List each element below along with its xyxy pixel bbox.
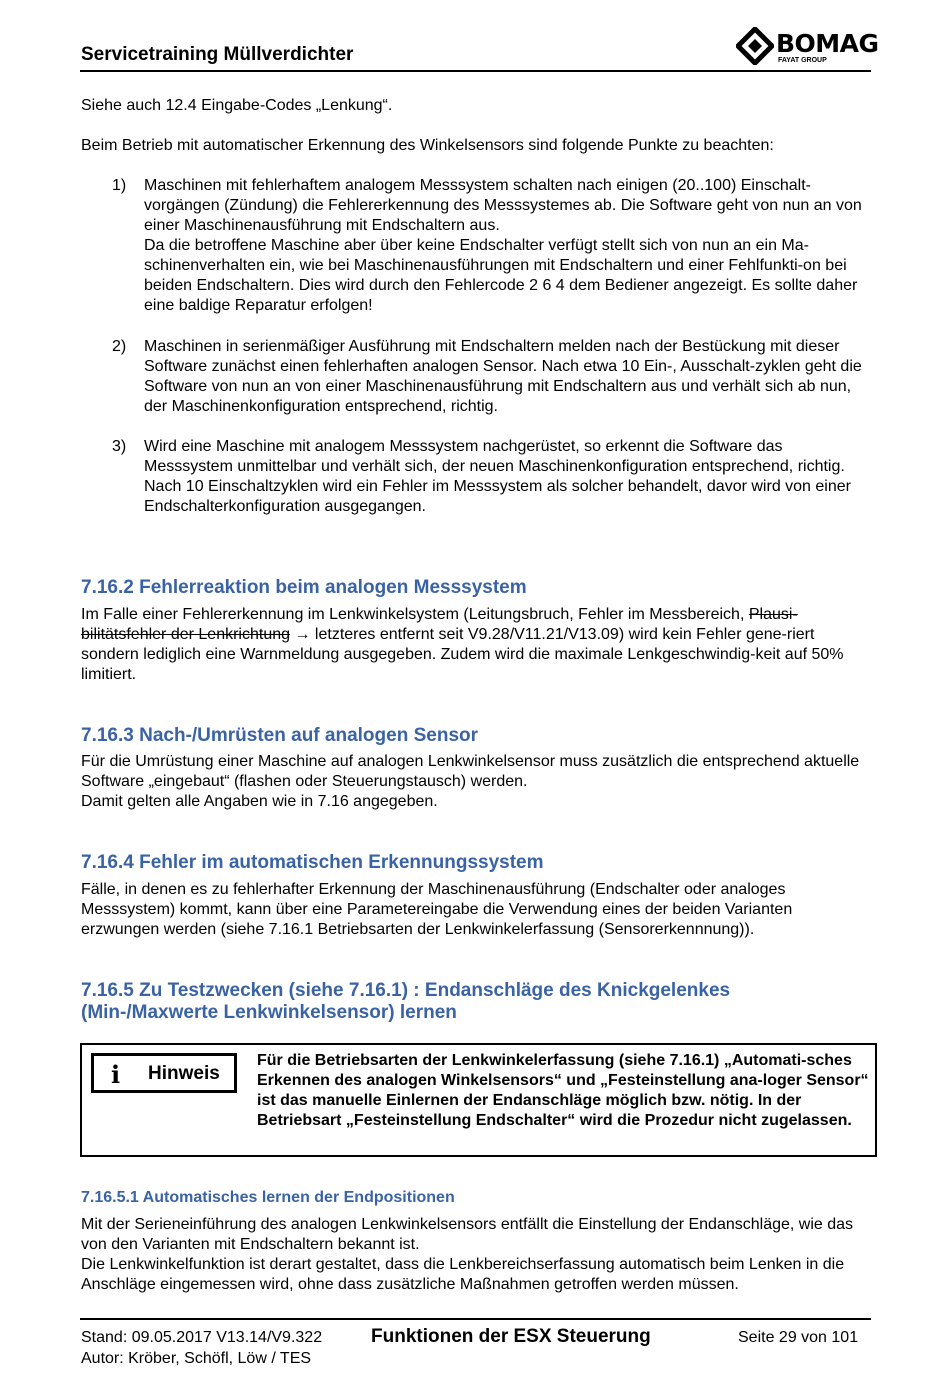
section-7-16-5-1-text-2: Die Lenkwinkelfunktion ist derart gestaltet, dass die Lenkbereichserfassung automatisch beim Lenken in die Anschläge eingemessen wird, ohne dass zusätzliche Maßnahmen getroffen werden müssen. <box>81 1256 845 1293</box>
list-item-number: 1) <box>112 177 127 194</box>
header-rule <box>80 70 871 72</box>
list-item-number: 2) <box>112 338 127 355</box>
text-span: Im Falle einer Fehlererkennung im Lenkwinkelsystem (Leitungsbruch, Fehler im Messbereich, <box>81 606 749 623</box>
logo-subtitle: FAYAT GROUP <box>778 57 827 64</box>
bomag-logo <box>734 27 879 69</box>
logo-wordmark: BOMAG <box>776 29 879 58</box>
list-item-text-continued: Da die betroffene Maschine aber über keine Endschalter verfügt stellt sich von nun an ein Ma-schinenverhalten ein, wie bei Maschinenausführungen mit Endschaltern und einer Fehlfunkti-on bei beiden Endschaltern. Dies wird durch den Fehlercode 2 6 4 dem Bediener angezeigt. Es sollte daher eine baldige Reparatur erfolgen! <box>144 237 858 314</box>
hinweis-label: Hinweis <box>148 1063 220 1084</box>
footer-author: Autor: Kröber, Schöfl, Löw / TES <box>81 1350 312 1367</box>
list-item <box>112 337 872 417</box>
list-item-text: Maschinen mit fehlerhaftem analogem Messsystem schalten nach einigen (20..100) Einschalt-vorgängen (Zündung) die Fehlererkennung des Messsystemes ab. Die Software geht von nun an von einer Maschinenausführung mit Endschaltern aus. <box>144 177 862 234</box>
section-7-16-3-text: Für die Umrüstung einer Maschine auf analogen Lenkwinkelsensor muss zusätzlich die entsprechend aktuelle Software „eingebaut“ (flashen oder Steuerungstausch) werden. <box>81 753 860 790</box>
document-header-title: Servicetraining Müllverdichter <box>81 44 354 65</box>
section-heading-7-16-2: 7.16.2 Fehlerreaktion beim analogen Messsystem <box>81 577 527 598</box>
footer-title: Funktionen der ESX Steuerung <box>371 1326 651 1347</box>
intro-lead-text: Beim Betrieb mit automatischer Erkennung des Winkelsensors sind folgende Punkte zu beachten: <box>81 137 774 154</box>
list-item <box>112 437 872 517</box>
info-icon: i <box>111 1060 121 1089</box>
text-span: letzteres entfernt seit V9.28/V11.21/V13.09) wird kein Fehler gene-riert sondern lediglich eine Warnmeldung ausgegeben. Zudem wird die maximale Lenkgeschwindig-keit auf 50% limitiert. <box>81 626 844 683</box>
section-7-16-3-text-2: Damit gelten alle Angaben wie in 7.16 angegeben. <box>81 793 438 810</box>
hinweis-note-box <box>80 1043 877 1157</box>
footer-page-number: Seite 29 von 101 <box>738 1329 859 1346</box>
struck-text: Plausi-bilitätsfehler der Lenkrichtung <box>81 606 798 643</box>
section-heading-7-16-3: 7.16.3 Nach-/Umrüsten auf analogen Sensor <box>81 725 479 746</box>
list-item-number: 3) <box>112 438 127 455</box>
hinweis-badge <box>91 1053 237 1093</box>
list-item-text: Wird eine Maschine mit analogem Messsystem nachgerüstet, so erkennt die Software das Messsystem unmittelbar und verhält sich, der neuen Maschinenkonfiguration entsprechend, richtig. Nach 10 Einschaltzyklen wird ein Fehler im Messsystem als solcher behandelt, davor wird von einer Endschalterkonfiguration ausgegangen. <box>144 438 851 515</box>
section-heading-7-16-4: 7.16.4 Fehler im automatischen Erkennungssystem <box>81 852 544 873</box>
footer-stand: Stand: 09.05.2017 V13.14/V9.322 <box>81 1329 323 1346</box>
section-7-16-2-text <box>81 605 871 685</box>
list-item <box>112 176 872 316</box>
section-7-16-5-1-text: Mit der Serieneinführung des analogen Lenkwinkelsensors entfällt die Einstellung der Endanschläge, wie das von den Varianten mit Endschaltern bekannt ist. <box>81 1216 854 1253</box>
footer-rule <box>80 1318 871 1320</box>
list-item-text: Maschinen in serienmäßiger Ausführung mit Endschaltern melden nach der Bestückung mit dieser Software zunächst einen fehlerhaften analogen Sensor. Nach etwa 10 Ein-, Ausschalt-zyklen geht die Software von nun an von einer Maschinenausführung mit Endschaltern aus und verhält sich ab nun, der Maschinenkonfiguration entsprechend, richtig. <box>144 338 862 415</box>
section-7-16-4-text: Fälle, in denen es zu fehlerhafter Erkennung der Maschinenausführung (Endschalter oder analoges Messsystem) kommt, kann über eine Parametereingabe die Verwendung eines der beiden Varianten erzwungen werden (siehe 7.16.1 Betriebsarten der Lenkwinkelerfassung (Sensorerkennnung)). <box>81 881 793 938</box>
section-heading-7-16-5: 7.16.5 Zu Testzwecken (siehe 7.16.1) : Endanschläge des Knickgelenkes (Min-/Maxwerte Lenkwinkelsensor) lernen <box>81 980 731 1023</box>
arrow-icon: → <box>294 626 311 643</box>
bomag-diamond-icon <box>736 27 774 65</box>
section-heading-7-16-5-1: 7.16.5.1 Automatisches lernen der Endpositionen <box>81 1189 455 1206</box>
see-also-text: Siehe auch 12.4 Eingabe-Codes „Lenkung“. <box>81 97 393 114</box>
hinweis-text: Für die Betriebsarten der Lenkwinkelerfassung (siehe 7.16.1) „Automati-sches Erkennen des analogen Winkelsensors“ und „Festeinstellung ana-loger Sensor“ ist das manuelle Einlernen der Endanschläge möglich bzw. nötig. In der Betriebsart „Festeinstellung Endschalter“ wird die Prozedur nicht zugelassen. <box>257 1052 869 1129</box>
